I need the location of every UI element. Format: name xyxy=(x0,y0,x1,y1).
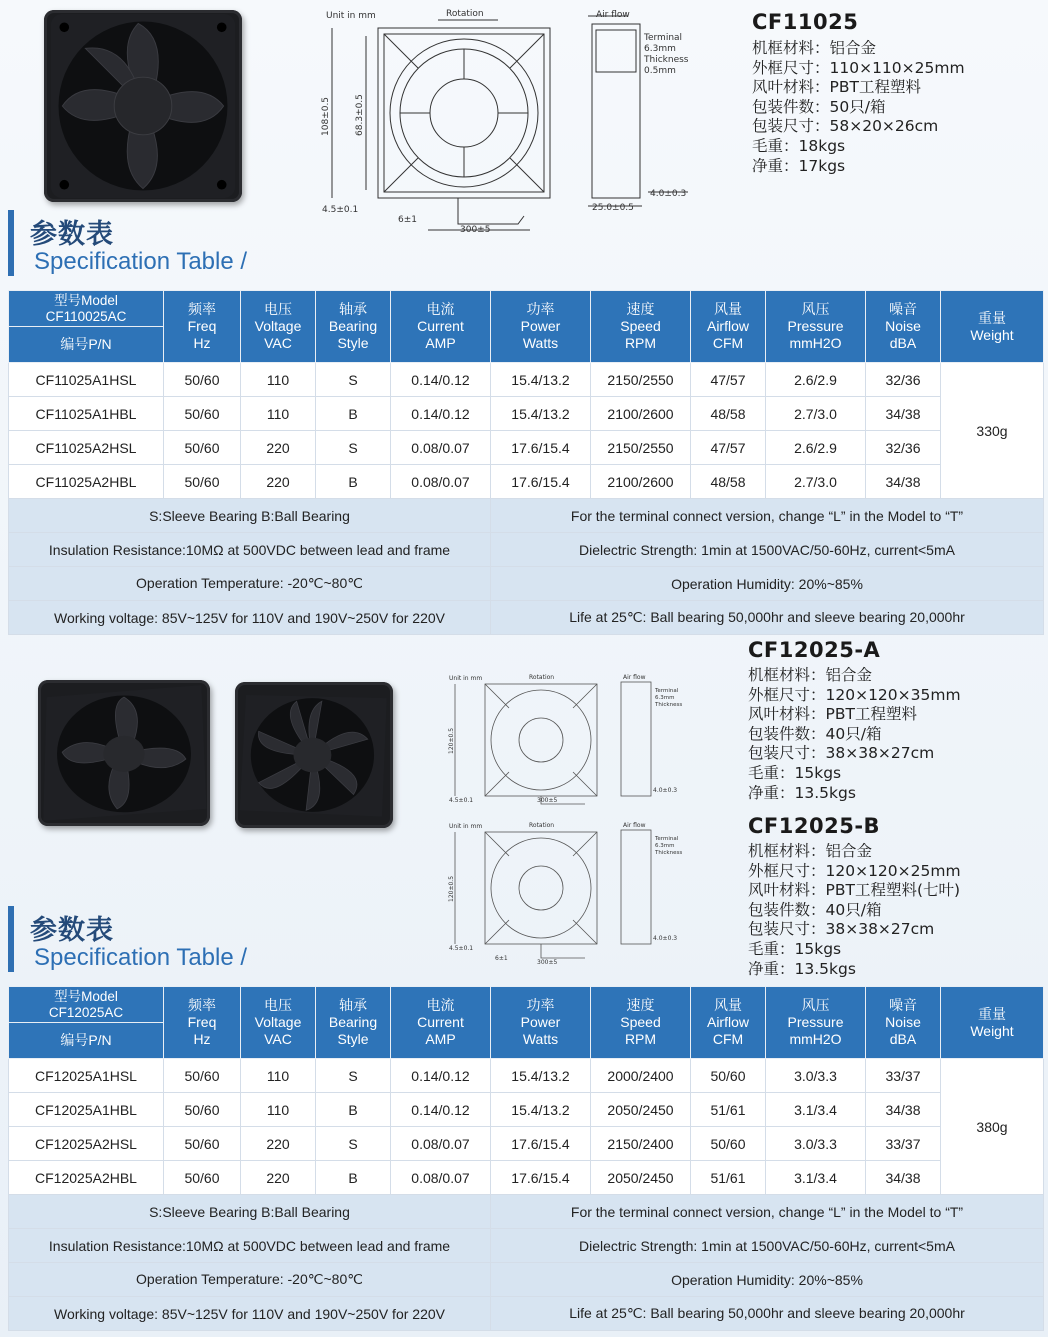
note-row xyxy=(9,533,1044,567)
table-cell: 15.4/13.2 xyxy=(491,1093,591,1127)
table-cell: 15.4/13.2 xyxy=(491,363,591,397)
table-cell: 3.1/3.4 xyxy=(766,1093,866,1127)
table-cell: 220 xyxy=(241,431,316,465)
fan-photo-cf11025 xyxy=(44,10,242,202)
table-cell: 2.6/2.9 xyxy=(766,363,866,397)
section-heading-cn: 参数表 xyxy=(30,219,114,250)
table-cell: 47/57 xyxy=(691,431,766,465)
drawing-terminal-line: 6.3mm xyxy=(655,843,675,849)
pn-header: 编号P/N xyxy=(9,327,164,363)
table-cell: 50/60 xyxy=(164,1093,241,1127)
spec-line: 外框尺寸：120×120×25mm xyxy=(748,861,961,880)
table-cell: 0.14/0.12 xyxy=(391,1059,491,1093)
table-cell: 34/38 xyxy=(866,465,941,499)
spec-line: 包装件数：50只/箱 xyxy=(752,97,886,116)
spec-line: 机框材料：铝合金 xyxy=(748,842,873,860)
drawing-terminal-line: Terminal xyxy=(655,836,679,842)
section-heading-cn: 参数表 xyxy=(30,915,114,946)
table-row xyxy=(9,1127,1044,1161)
table-cell: 110 xyxy=(241,397,316,431)
table-row xyxy=(9,363,1044,397)
note-right: Life at 25℃: Ball bearing 50,000hr and sleeve bearing 20,000hr xyxy=(491,601,1044,635)
drawing-dim-height: 120±0.5 xyxy=(448,727,455,754)
spec-line: 毛重：15kgs xyxy=(748,763,842,782)
table-cell: 51/61 xyxy=(691,1161,766,1195)
spec-title: CF11025 xyxy=(752,10,859,34)
note-row xyxy=(9,1195,1044,1229)
table-cell: 110 xyxy=(241,1093,316,1127)
table-cell: 17.6/15.4 xyxy=(491,431,591,465)
table-cell: CF11025A2HBL xyxy=(9,465,164,499)
note-left: S:Sleeve Bearing B:Ball Bearing xyxy=(9,499,491,533)
table-cell: B xyxy=(316,1161,391,1195)
note-left: Working voltage: 85V~125V for 110V and 190V~250V for 220V xyxy=(9,601,491,635)
section-heading-en: Specification Table / xyxy=(34,248,248,275)
drawing-dim-lead: 300±5 xyxy=(537,797,558,804)
note-right: Life at 25℃: Ball bearing 50,000hr and sleeve bearing 20,000hr xyxy=(491,1297,1044,1331)
table-cell: CF12025A2HSL xyxy=(9,1127,164,1161)
spec-title: CF12025-A xyxy=(748,638,881,662)
drawing-unit-label: Unit in mm xyxy=(449,823,483,830)
table-row xyxy=(9,1059,1044,1093)
table-cell: 3.0/3.3 xyxy=(766,1059,866,1093)
spec-title: CF12025-B xyxy=(748,814,881,838)
note-right: For the terminal connect version, change “L” in the Model to “T” xyxy=(491,1195,1044,1229)
table-cell: 50/60 xyxy=(691,1127,766,1161)
table-cell: 48/58 xyxy=(691,465,766,499)
table-row xyxy=(9,397,1044,431)
drawing-terminal-line: Thickness xyxy=(655,850,683,856)
spec-line: 机框材料：铝合金 xyxy=(748,666,873,684)
column-header: 频率 Freq Hz xyxy=(164,291,241,363)
table-cell: 220 xyxy=(241,1127,316,1161)
table-cell: 2.7/3.0 xyxy=(766,465,866,499)
drawing-airflow-label: Air flow xyxy=(596,10,630,20)
table-cell: 33/37 xyxy=(866,1127,941,1161)
table-cell: CF12025A2HBL xyxy=(9,1161,164,1195)
model-header: 型号Model CF12025AC xyxy=(9,987,164,1023)
table-cell: 110 xyxy=(241,363,316,397)
note-row xyxy=(9,499,1044,533)
table-cell: 15.4/13.2 xyxy=(491,397,591,431)
table-cell: 2100/2600 xyxy=(591,397,691,431)
weight-cell: 330g xyxy=(941,363,1044,499)
table-cell: S xyxy=(316,431,391,465)
spec-lines xyxy=(748,842,1042,979)
spec-line: 包装件数：40只/箱 xyxy=(748,900,882,919)
spec-line: 包装尺寸：38×38×27cm xyxy=(748,920,935,939)
spec-line: 毛重：18kgs xyxy=(752,136,846,155)
model-header: 型号Model CF110025AC xyxy=(9,291,164,327)
table-row xyxy=(9,1093,1044,1127)
table-cell: 0.08/0.07 xyxy=(391,1127,491,1161)
spec-line: 净重：13.5kgs xyxy=(748,959,856,978)
table-cell: 50/60 xyxy=(164,363,241,397)
drawing-dim-width: 4.5±0.1 xyxy=(322,205,359,215)
table-cell: 50/60 xyxy=(164,1059,241,1093)
table-row xyxy=(9,1161,1044,1195)
spec-line: 外框尺寸：120×120×35mm xyxy=(748,685,961,704)
table-cell: S xyxy=(316,1059,391,1093)
column-header: 电压 Voltage VAC xyxy=(241,291,316,363)
table-cell: 2.7/3.0 xyxy=(766,397,866,431)
table-cell: 34/38 xyxy=(866,397,941,431)
note-left: Operation Temperature: -20℃~80℃ xyxy=(9,567,491,601)
table-cell: 3.1/3.4 xyxy=(766,1161,866,1195)
table-cell: CF12025A1HBL xyxy=(9,1093,164,1127)
table-cell: 0.14/0.12 xyxy=(391,1093,491,1127)
spec-line: 净重：13.5kgs xyxy=(748,783,856,802)
table-cell: 3.0/3.3 xyxy=(766,1127,866,1161)
spec-line: 包装尺寸：38×38×27cm xyxy=(748,744,935,763)
table-cell: 34/38 xyxy=(866,1093,941,1127)
table-cell: B xyxy=(316,465,391,499)
table-cell: 32/36 xyxy=(866,363,941,397)
note-row xyxy=(9,567,1044,601)
drawing-dim-height: 108±0.5 xyxy=(321,96,331,136)
column-header: 风压 Pressure mmH2O xyxy=(766,291,866,363)
column-header: 重量 Weight xyxy=(941,987,1044,1059)
table-cell: S xyxy=(316,1127,391,1161)
table-cell: CF11025A2HSL xyxy=(9,431,164,465)
drawing-terminal-line: 6.3mm xyxy=(655,695,675,701)
drawing-unit-label: Unit in mm xyxy=(326,11,376,21)
table-cell: 220 xyxy=(241,1161,316,1195)
table-cell: 17.6/15.4 xyxy=(491,1127,591,1161)
column-header: 风压 Pressure mmH2O xyxy=(766,987,866,1059)
column-header: 电流 Current AMP xyxy=(391,987,491,1059)
drawing-dim-width: 4.5±0.1 xyxy=(449,945,474,952)
note-left: S:Sleeve Bearing B:Ball Bearing xyxy=(9,1195,491,1229)
table-cell: 50/60 xyxy=(164,431,241,465)
table-cell: 0.08/0.07 xyxy=(391,465,491,499)
weight-cell: 380g xyxy=(941,1059,1044,1195)
note-left: Working voltage: 85V~125V for 110V and 190V~250V for 220V xyxy=(9,1297,491,1331)
note-left: Insulation Resistance:10MΩ at 500VDC between lead and frame xyxy=(9,533,491,567)
spec-line: 包装尺寸：58×20×26cm xyxy=(752,117,939,136)
table-cell: 2150/2550 xyxy=(591,363,691,397)
table-cell: 51/61 xyxy=(691,1093,766,1127)
spec-line: 风叶材料：PBT工程塑料 xyxy=(752,78,921,97)
drawing-dim-side: 4.0±0.3 xyxy=(653,787,678,794)
note-right: Operation Humidity: 20%~85% xyxy=(491,1263,1044,1297)
table-cell: 50/60 xyxy=(691,1059,766,1093)
note-row xyxy=(9,601,1044,635)
drawing-terminal-line: Terminal xyxy=(644,33,683,43)
drawing-terminal-line: Terminal xyxy=(655,688,679,694)
drawing-dim-depth: 25.0±0.5 xyxy=(592,203,634,213)
drawing-dim-height: 120±0.5 xyxy=(448,875,455,902)
table-cell: 2000/2400 xyxy=(591,1059,691,1093)
table-cell: 17.6/15.4 xyxy=(491,1161,591,1195)
column-header: 电流 Current AMP xyxy=(391,291,491,363)
section-accent-bar xyxy=(8,210,14,276)
note-right: Dielectric Strength: 1min at 1500VAC/50-60Hz, current<5mA xyxy=(491,1229,1044,1263)
table-cell: 0.14/0.12 xyxy=(391,363,491,397)
table-cell: S xyxy=(316,363,391,397)
note-row xyxy=(9,1263,1044,1297)
note-row xyxy=(9,1229,1044,1263)
table-cell: 2150/2400 xyxy=(591,1127,691,1161)
drawing-dim-lead-end: 6±1 xyxy=(495,955,508,962)
column-header: 频率 Freq Hz xyxy=(164,987,241,1059)
note-right: Dielectric Strength: 1min at 1500VAC/50-60Hz, current<5mA xyxy=(491,533,1044,567)
note-left: Operation Temperature: -20℃~80℃ xyxy=(9,1263,491,1297)
table-cell: B xyxy=(316,397,391,431)
note-right: Operation Humidity: 20%~85% xyxy=(491,567,1044,601)
column-header: 风量 Airflow CFM xyxy=(691,291,766,363)
note-row xyxy=(9,1297,1044,1331)
fan-photo-cf12025-a xyxy=(38,680,210,826)
table-cell: CF11025A1HBL xyxy=(9,397,164,431)
column-header: 电压 Voltage VAC xyxy=(241,987,316,1059)
technical-drawing-cf12025-b xyxy=(445,818,695,966)
table-cell: 2100/2600 xyxy=(591,465,691,499)
table-cell: 2050/2450 xyxy=(591,1161,691,1195)
table-row xyxy=(9,465,1044,499)
column-header: 功率 Power Watts xyxy=(491,987,591,1059)
note-right: For the terminal connect version, change “L” in the Model to “T” xyxy=(491,499,1044,533)
drawing-terminal-line: 6.3mm xyxy=(644,44,676,54)
column-header: 轴承 Bearing Style xyxy=(316,291,391,363)
drawing-terminal-line: Thickness xyxy=(644,55,689,65)
table-cell: 2050/2450 xyxy=(591,1093,691,1127)
table-cell: 0.08/0.07 xyxy=(391,431,491,465)
spec-block-cf12025-b xyxy=(748,814,1042,979)
spec-line: 外框尺寸：110×110×25mm xyxy=(752,58,965,77)
drawing-dim-side: 4.0±0.3 xyxy=(650,189,687,199)
spec-line: 风叶材料：PBT工程塑料(七叶) xyxy=(748,881,961,900)
table-cell: B xyxy=(316,1093,391,1127)
fan-image xyxy=(44,10,242,202)
spec-block-cf12025-a xyxy=(748,638,1042,803)
column-header: 重量 Weight xyxy=(941,291,1044,363)
drawing-dim-width: 4.5±0.1 xyxy=(449,797,474,804)
spec-table-cf11025 xyxy=(8,290,1044,635)
spec-line: 风叶材料：PBT工程塑料 xyxy=(748,705,917,724)
table-cell: 33/37 xyxy=(866,1059,941,1093)
spec-lines xyxy=(748,666,1042,803)
spec-lines xyxy=(752,39,1042,176)
column-header: 速度 Speed RPM xyxy=(591,987,691,1059)
spec-line: 毛重：15kgs xyxy=(748,939,842,958)
drawing-airflow-label: Air flow xyxy=(623,822,646,829)
table-cell: 2150/2550 xyxy=(591,431,691,465)
table-cell: 15.4/13.2 xyxy=(491,1059,591,1093)
table-cell: 50/60 xyxy=(164,397,241,431)
drawing-dim-lead: 300±5 xyxy=(537,959,558,966)
table-cell: 47/57 xyxy=(691,363,766,397)
fan-photo-cf12025-b xyxy=(235,682,393,828)
column-header: 轴承 Bearing Style xyxy=(316,987,391,1059)
drawing-dim-lead-end: 6±1 xyxy=(398,215,417,225)
technical-drawing-cf11025 xyxy=(318,6,718,238)
column-header: 风量 Airflow CFM xyxy=(691,987,766,1059)
technical-drawing-cf12025-a xyxy=(445,670,695,808)
drawing-rotation-label: Rotation xyxy=(446,9,484,19)
column-header: 噪音 Noise dBA xyxy=(866,987,941,1059)
spec-line: 机框材料：铝合金 xyxy=(752,39,877,57)
table-cell: 110 xyxy=(241,1059,316,1093)
drawing-rotation-label: Rotation xyxy=(529,822,555,829)
table-cell: 50/60 xyxy=(164,1161,241,1195)
table-row xyxy=(9,431,1044,465)
fan-image xyxy=(235,682,393,828)
drawing-rotation-label: Rotation xyxy=(529,674,555,681)
section-heading-en: Specification Table / xyxy=(34,944,248,971)
spec-line: 净重：17kgs xyxy=(752,156,846,175)
table-cell: 2.6/2.9 xyxy=(766,431,866,465)
column-header: 功率 Power Watts xyxy=(491,291,591,363)
table-cell: 34/38 xyxy=(866,1161,941,1195)
spec-line: 包装件数：40只/箱 xyxy=(748,724,882,743)
note-left: Insulation Resistance:10MΩ at 500VDC between lead and frame xyxy=(9,1229,491,1263)
table-cell: 220 xyxy=(241,465,316,499)
section-accent-bar xyxy=(8,906,14,972)
spec-block-cf11025 xyxy=(752,10,1042,176)
table-cell: CF12025A1HSL xyxy=(9,1059,164,1093)
table-cell: 17.6/15.4 xyxy=(491,465,591,499)
table-cell: CF11025A1HSL xyxy=(9,363,164,397)
pn-header: 编号P/N xyxy=(9,1023,164,1059)
table-cell: 50/60 xyxy=(164,465,241,499)
column-header: 速度 Speed RPM xyxy=(591,291,691,363)
drawing-unit-label: Unit in mm xyxy=(449,675,483,682)
drawing-dim-lead: 300±5 xyxy=(460,225,491,235)
fan-image xyxy=(38,680,210,826)
spec-table-cf12025 xyxy=(8,986,1044,1331)
drawing-dim-hole: 68.3±0.5 xyxy=(355,94,365,136)
table-cell: 32/36 xyxy=(866,431,941,465)
table-cell: 48/58 xyxy=(691,397,766,431)
drawing-dim-side: 4.0±0.3 xyxy=(653,935,678,942)
table-cell: 50/60 xyxy=(164,1127,241,1161)
table-cell: 0.14/0.12 xyxy=(391,397,491,431)
drawing-terminal-line: Thickness xyxy=(655,702,683,708)
drawing-terminal-line: 0.5mm xyxy=(644,66,676,76)
column-header: 噪音 Noise dBA xyxy=(866,291,941,363)
drawing-airflow-label: Air flow xyxy=(623,674,646,681)
table-cell: 0.08/0.07 xyxy=(391,1161,491,1195)
